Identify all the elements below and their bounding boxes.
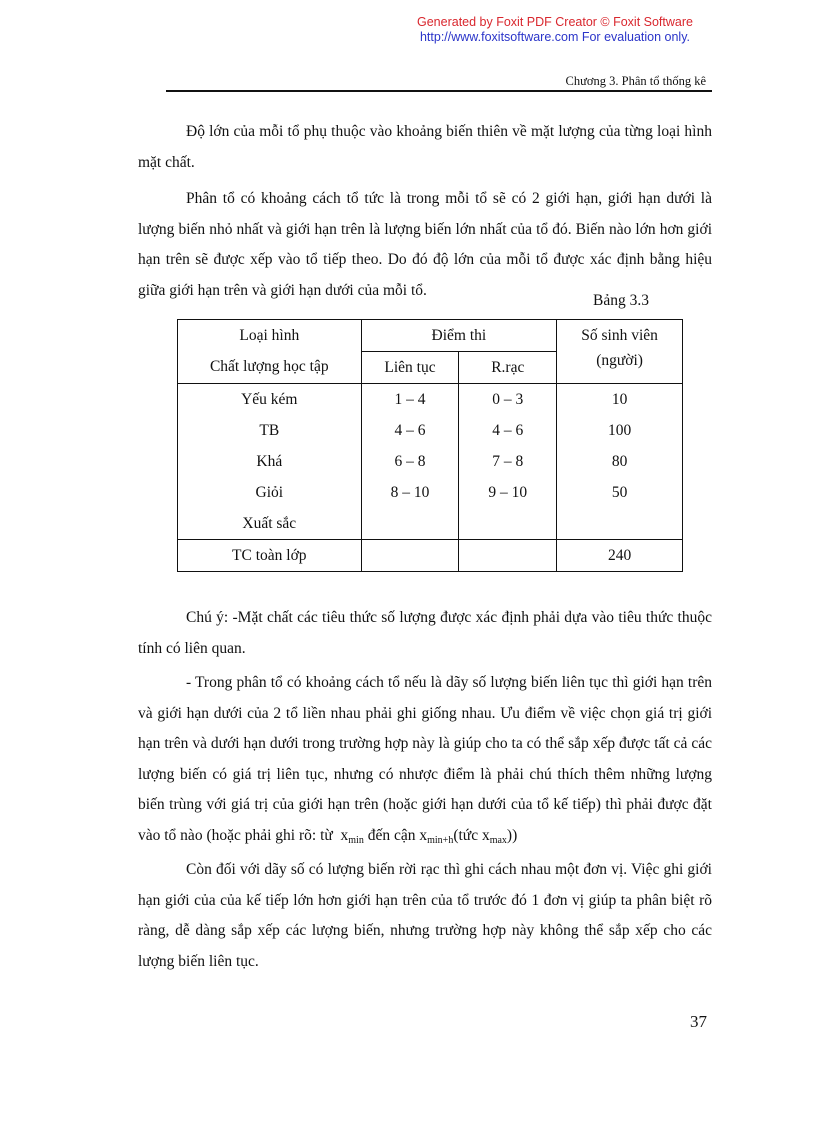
intro-paragraph-1: Độ lớn của mỗi tổ phụ thuộc vào khoảng biến thiên về mặt lượng của từng loại hình mặt chất. bbox=[138, 123, 712, 171]
cell-type: Khá bbox=[178, 446, 362, 477]
minh-subscript: min+h bbox=[427, 834, 454, 846]
cell-discrete: 0 – 3 bbox=[459, 384, 557, 416]
table-row bbox=[178, 477, 683, 508]
header-students-line1: Số sinh viên bbox=[557, 320, 683, 352]
tuc-prefix: (tức x bbox=[453, 826, 490, 844]
watermark-line2: http://www.foxitsoftware.com For evaluation only. bbox=[419, 30, 691, 44]
header-type-line1: Loại hình bbox=[178, 320, 362, 352]
header-rule bbox=[166, 90, 712, 92]
cell-type: Giỏi bbox=[178, 477, 362, 508]
cell-discrete: 9 – 10 bbox=[459, 477, 557, 508]
note-paragraph-2 bbox=[138, 668, 712, 851]
header-discrete: R.rạc bbox=[459, 352, 557, 384]
cell-continuous: 4 – 6 bbox=[361, 415, 459, 446]
cell-continuous: 6 – 8 bbox=[361, 446, 459, 477]
x-symbol: x bbox=[340, 826, 349, 844]
note2-main-text: - Trong phân tổ có khoảng cách tổ nếu là dãy số lượng biến liên tục thì giới hạn trên và giới hạn dưới của 2 tổ liền nhau phải ghi giống nhau. Ưu điểm về việc chọn giá trị giới hạn trên và dưới hạn dưới trong trường hợp này là giúp cho ta có thể sắp xếp được tất cả các lượng biến có giá trị liên tục, nhưng có nhược điểm là phải chú thích thêm những lượng biến trùng với giá trị của giới hạn trên (hoặc giới hạn dưới của tổ kế tiếp) thì phải được đặt vào tổ nào (hoặc phải ghi rõ: từ bbox=[138, 674, 712, 844]
score-table bbox=[177, 319, 683, 572]
cell-students: 50 bbox=[557, 477, 683, 508]
table-row bbox=[178, 384, 683, 416]
cell-students bbox=[557, 508, 683, 540]
table-row bbox=[178, 446, 683, 477]
cell-discrete: 7 – 8 bbox=[459, 446, 557, 477]
total-label: TC toàn lớp bbox=[178, 540, 362, 572]
notes-section bbox=[138, 603, 712, 977]
foxit-watermark bbox=[400, 15, 710, 45]
total-continuous bbox=[361, 540, 459, 572]
header-score-group: Điểm thi bbox=[361, 320, 557, 352]
den-word: đến bbox=[367, 826, 391, 844]
can-prefix: cận x bbox=[393, 826, 428, 844]
cell-students: 100 bbox=[557, 415, 683, 446]
intro-text bbox=[138, 117, 712, 306]
cell-type: Yếu kém bbox=[178, 384, 362, 416]
cell-type: TB bbox=[178, 415, 362, 446]
total-row bbox=[178, 540, 683, 572]
cell-students: 80 bbox=[557, 446, 683, 477]
total-students: 240 bbox=[557, 540, 683, 572]
max-subscript: max bbox=[489, 834, 507, 846]
cell-continuous: 1 – 4 bbox=[361, 384, 459, 416]
cell-continuous: 8 – 10 bbox=[361, 477, 459, 508]
cell-discrete bbox=[459, 508, 557, 540]
header-students-line2: (người) bbox=[557, 352, 683, 384]
note-paragraph-1: Chú ý: -Mặt chất các tiêu thức số lượng được xác định phải dựa vào tiêu thức thuộc tính có liên quan. bbox=[138, 609, 712, 657]
min-subscript: min bbox=[348, 834, 364, 846]
x-min-var bbox=[341, 827, 364, 844]
cell-type: Xuất sắc bbox=[178, 508, 362, 540]
running-header: Chương 3. Phân tổ thống kê bbox=[565, 74, 706, 88]
closing-parens: )) bbox=[506, 826, 518, 844]
cell-discrete: 4 – 6 bbox=[459, 415, 557, 446]
watermark-line1: Generated by Foxit PDF Creator © Foxit Software bbox=[417, 15, 693, 29]
cell-students: 10 bbox=[557, 384, 683, 416]
table-caption: Bảng 3.3 bbox=[593, 292, 649, 309]
table-row bbox=[178, 415, 683, 446]
header-continuous: Liên tục bbox=[361, 352, 459, 384]
intro-paragraph-2: Phân tổ có khoảng cách tổ tức là trong mỗi tổ sẽ có 2 giới hạn, giới hạn dưới là lượng biến nhỏ nhất và giới hạn trên là lượng biến lớn nhất của tổ đó. Biến nào lớn hơn giới hạn trên sẽ được xếp vào tổ tiếp theo. Do đó độ lớn của mỗi tổ được xác định bằng hiệu giữa giới hạn trên và giới hạn dưới của mỗi tổ. bbox=[138, 190, 712, 299]
table-row bbox=[178, 508, 683, 540]
total-discrete bbox=[459, 540, 557, 572]
note-paragraph-3: Còn đối với dãy số có lượng biến rời rạc thì ghi cách nhau một đơn vị. Việc ghi giới hạn giới của của kế tiếp lớn hơn giới hạn trên của tổ trước đó 1 đơn vị giúp ta phân biệt rõ ràng, dễ dàng sắp xếp các lượng biến, nhưng trường hợp này không thể sắp xếp cho các lượng biến liên tục. bbox=[138, 861, 712, 970]
cell-continuous bbox=[361, 508, 459, 540]
page-number: 37 bbox=[690, 1012, 707, 1031]
header-type-line2: Chất lượng học tập bbox=[178, 352, 362, 384]
